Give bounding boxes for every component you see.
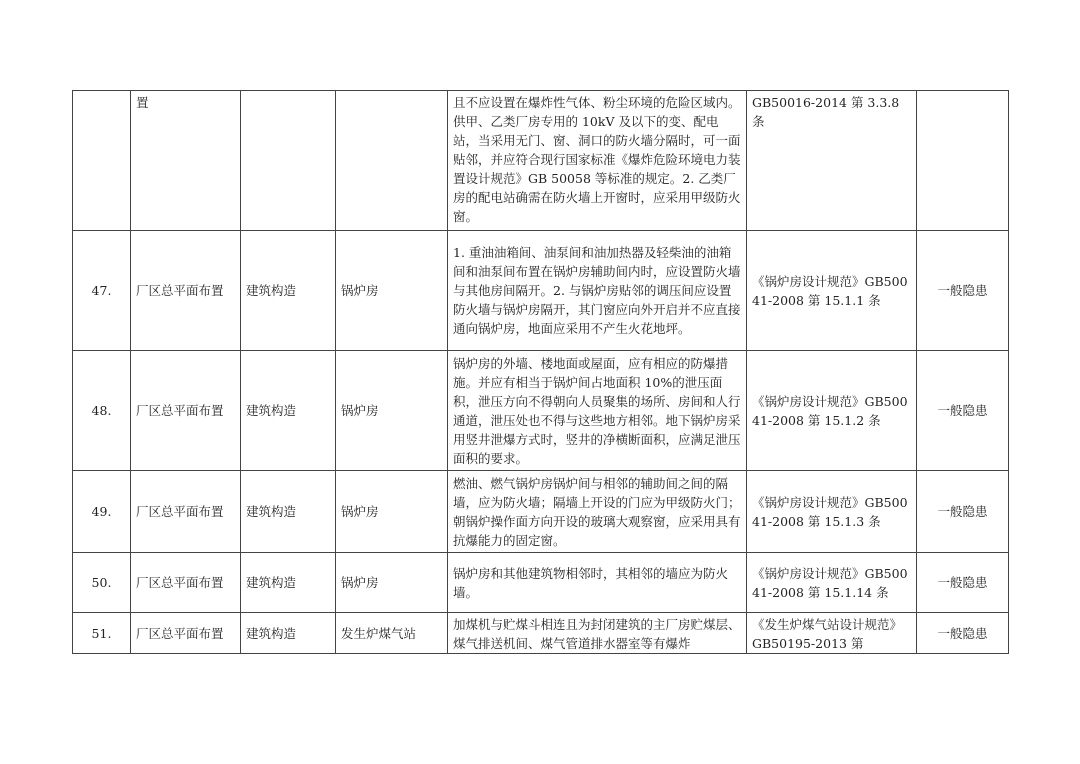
- category-cell: 建筑构造: [241, 231, 336, 351]
- content-cell: 1. 重油油箱间、油泵间和油加热器及轻柴油的油箱间和油泵间布置在锅炉房辅助间内时，应设置防火墙与其他房间隔开。2. 与锅炉房贴邻的调压间应设置防火墙与锅炉房隔开，其门窗应向外开启并不应直接通向锅炉房，地面应采用不产生火花地坪。: [448, 231, 747, 351]
- basis-cell: 《锅炉房设计规范》GB50041-2008 第 15.1.2 条: [747, 351, 917, 471]
- category-cell: 建筑构造: [241, 553, 336, 613]
- row-number: 49.: [73, 471, 131, 553]
- category-cell: 建筑构造: [241, 471, 336, 553]
- content-cell: 燃油、燃气锅炉房锅炉间与相邻的辅助间之间的隔墙，应为防火墙；隔墙上开设的门应为甲级防火门；朝锅炉操作面方向开设的玻璃大观察窗，应采用具有抗爆能力的固定窗。: [448, 471, 747, 553]
- level-cell: [917, 91, 1009, 231]
- table-row: [73, 231, 1009, 351]
- level-cell: 一般隐患: [917, 613, 1009, 654]
- area-cell: 厂区总平面布置: [131, 231, 241, 351]
- basis-cell: 《发生炉煤气站设计规范》GB50195-2013 第: [752, 617, 903, 651]
- area-cell: 厂区总平面布置: [131, 613, 241, 654]
- content-cell: 且不应设置在爆炸性气体、粉尘环境的危险区域内。供甲、乙类厂房专用的 10kV 及以下的变、配电站，当采用无门、窗、洞口的防火墙分隔时，可一面贴邻，并应符合现行国家标准《爆炸危险环境电力装置设计规范》GB 50058 等标准的规定。2. 乙类厂房的配电站确需在防火墙上开窗时，应采用甲级防火窗。: [448, 91, 747, 231]
- table-row: [73, 613, 1009, 654]
- object-cell: 锅炉房: [336, 231, 448, 351]
- object-cell: 锅炉房: [336, 351, 448, 471]
- level-cell: 一般隐患: [917, 351, 1009, 471]
- area-cell: 置: [131, 91, 241, 231]
- object-cell: 锅炉房: [336, 471, 448, 553]
- object-cell: 锅炉房: [336, 553, 448, 613]
- object-cell: [336, 91, 448, 231]
- basis-cell: 《锅炉房设计规范》GB50041-2008 第 15.1.1 条: [747, 231, 917, 351]
- row-number: 47.: [73, 231, 131, 351]
- object-cell: 发生炉煤气站: [336, 613, 448, 654]
- row-number: 51.: [73, 613, 131, 654]
- content-cell: 加煤机与贮煤斗相连且为封闭建筑的主厂房贮煤层、煤气排送机间、煤气管道排水器室等有爆炸: [453, 617, 741, 651]
- content-cell: 锅炉房的外墙、楼地面或屋面，应有相应的防爆措施。并应有相当于锅炉间占地面积 10%的泄压面积，泄压方向不得朝向人员聚集的场所、房间和人行通道，泄压处也不得与这些地方相邻。地下锅炉房采用竖井泄爆方式时，竖井的净横断面积，应满足泄压面积的要求。: [448, 351, 747, 471]
- basis-cell: GB50016-2014 第 3.3.8 条: [747, 91, 917, 231]
- table-row: [73, 553, 1009, 613]
- category-cell: 建筑构造: [241, 351, 336, 471]
- level-cell: 一般隐患: [917, 553, 1009, 613]
- table-row: [73, 91, 1009, 231]
- row-number: 50.: [73, 553, 131, 613]
- row-number: 48.: [73, 351, 131, 471]
- regulation-table: [72, 90, 1009, 654]
- basis-cell: 《锅炉房设计规范》GB50041-2008 第 15.1.14 条: [747, 553, 917, 613]
- area-cell: 厂区总平面布置: [131, 351, 241, 471]
- table-row: [73, 471, 1009, 553]
- table-row: [73, 351, 1009, 471]
- category-cell: [241, 91, 336, 231]
- row-number: [73, 91, 131, 231]
- content-cell: 锅炉房和其他建筑物相邻时，其相邻的墙应为防火墙。: [448, 553, 747, 613]
- level-cell: 一般隐患: [917, 231, 1009, 351]
- basis-cell: 《锅炉房设计规范》GB50041-2008 第 15.1.3 条: [747, 471, 917, 553]
- area-cell: 厂区总平面布置: [131, 553, 241, 613]
- area-cell: 厂区总平面布置: [131, 471, 241, 553]
- category-cell: 建筑构造: [241, 613, 336, 654]
- level-cell: 一般隐患: [917, 471, 1009, 553]
